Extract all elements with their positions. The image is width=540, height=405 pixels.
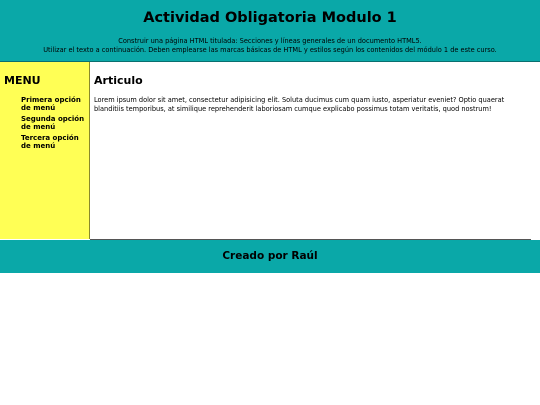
page-title: Actividad Obligatoria Modulo 1 xyxy=(143,10,397,26)
sidebar-menu xyxy=(0,62,90,239)
header-description-line-1: Construir una página HTML titulada: Secciones y líneas generales de un documento HTML5. xyxy=(118,37,422,45)
article-heading: Articulo xyxy=(94,74,143,87)
menu-item-second[interactable]: Segunda opción de menú xyxy=(21,115,85,131)
footer-credit: Creado por Raúl xyxy=(222,250,318,262)
menu-list xyxy=(21,96,87,153)
header-description xyxy=(0,37,540,54)
article-body: Lorem ipsum dolor sit amet, consectetur adipisicing elit. Soluta ducimus cum quam iusto, asperiatur eveniet? Optio quaerat blanditiis temporibus, at similique reprehenderit laboriosam cumque explicabo possimus totam veritatis, quod nostrum! xyxy=(94,96,505,113)
menu-heading: MENU xyxy=(4,74,41,87)
header-description-line-2: Utilizar el texto a continuación. Deben emplearse las marcas básicas de HTML y estilos según los contenidos del módulo 1 de este curso. xyxy=(43,45,497,54)
menu-item-first[interactable]: Primera opción de menú xyxy=(21,96,81,112)
menu-item-third[interactable]: Tercera opción de menú xyxy=(21,134,79,150)
article-section xyxy=(90,62,531,240)
page-footer xyxy=(0,240,540,273)
right-margin xyxy=(531,62,540,239)
page-header xyxy=(0,0,540,62)
